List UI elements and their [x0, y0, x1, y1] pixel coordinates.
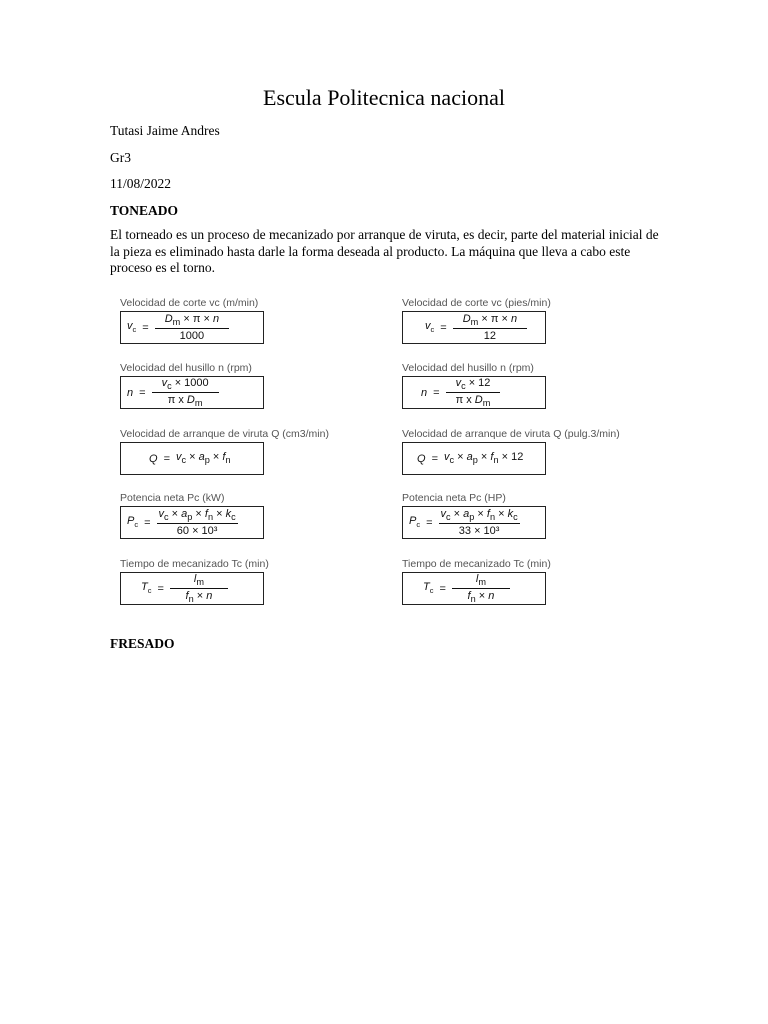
formula-caption: Tiempo de mecanizado Tc (min)	[402, 558, 551, 570]
formula-caption: Velocidad de corte vc (m/min)	[120, 297, 259, 309]
formula-box: $P_c$ = $\frac{v_c \times a_p \times f_n \times k_c}{\text{60 × 10³}}$	[120, 506, 264, 539]
formula-box: n = $\frac{v_c \times 12}{\pi x D_m}$	[402, 376, 546, 409]
formula-caption: Potencia neta Pc (HP)	[402, 492, 506, 504]
formula-cutting-speed-imperial	[402, 297, 702, 344]
formula-box: $T_c$ = $\frac{l_m}{f_n \times n}$	[402, 572, 546, 605]
formula-caption: Velocidad del husillo n (rpm)	[402, 362, 534, 374]
section-paragraph-torneado: El torneado es un proceso de mecanizado por arranque de viruta, es decir, parte del material inicial de la pieza es eliminado hasta darle la forma deseada al producto. La máquina que lleva a cabo este proceso es el torno.	[110, 227, 659, 275]
section-heading-fresado: FRESADO	[110, 636, 175, 651]
formula-box: $v_c$ = $\frac{D_m \times \pi \times n}{12}$	[402, 311, 546, 344]
formula-caption: Tiempo de mecanizado Tc (min)	[120, 558, 269, 570]
author-name: Tutasi Jaime Andres	[110, 123, 220, 138]
formula-spindle-speed-metric	[120, 362, 420, 409]
formula-machining-time-imperial	[402, 558, 702, 605]
formula-caption: Velocidad de arranque de viruta Q (pulg.3/min)	[402, 428, 620, 440]
formula-cutting-speed-metric	[120, 297, 420, 344]
formula-box: Q = $v_c \times a_p \times f_n$	[120, 442, 264, 475]
formula-net-power-imperial	[402, 492, 702, 539]
formula-caption: Potencia neta Pc (kW)	[120, 492, 225, 504]
formula-caption: Velocidad del husillo n (rpm)	[120, 362, 252, 374]
formula-box: $P_c$ = $\frac{v_c \times a_p \times f_n \times k_c}{\text{33 × 10³}}$	[402, 506, 546, 539]
formula-box: $v_c$ = $\frac{D_m \times \pi \times n}{1000}$	[120, 311, 264, 344]
formula-box: n = $\frac{v_c \times 1000}{\pi x D_m}$	[120, 376, 264, 409]
formula-box: $T_c$ = $\frac{l_m}{f_n \times n}$	[120, 572, 264, 605]
formula-removal-rate-metric	[120, 428, 420, 475]
formula-spindle-speed-imperial	[402, 362, 702, 409]
date-label: 11/08/2022	[110, 176, 172, 191]
group-label: Gr3	[110, 150, 131, 165]
formula-machining-time-metric	[120, 558, 420, 605]
document-title: Escula Politecnica nacional	[263, 85, 505, 110]
section-heading-toneado: TONEADO	[110, 203, 179, 218]
formula-caption: Velocidad de corte vc (pies/min)	[402, 297, 551, 309]
formula-caption: Velocidad de arranque de viruta Q (cm3/min)	[120, 428, 329, 440]
formula-box: Q = $v_c \times a_p \times f_n \times 12$	[402, 442, 546, 475]
formula-removal-rate-imperial	[402, 428, 702, 475]
formula-net-power-metric	[120, 492, 420, 539]
